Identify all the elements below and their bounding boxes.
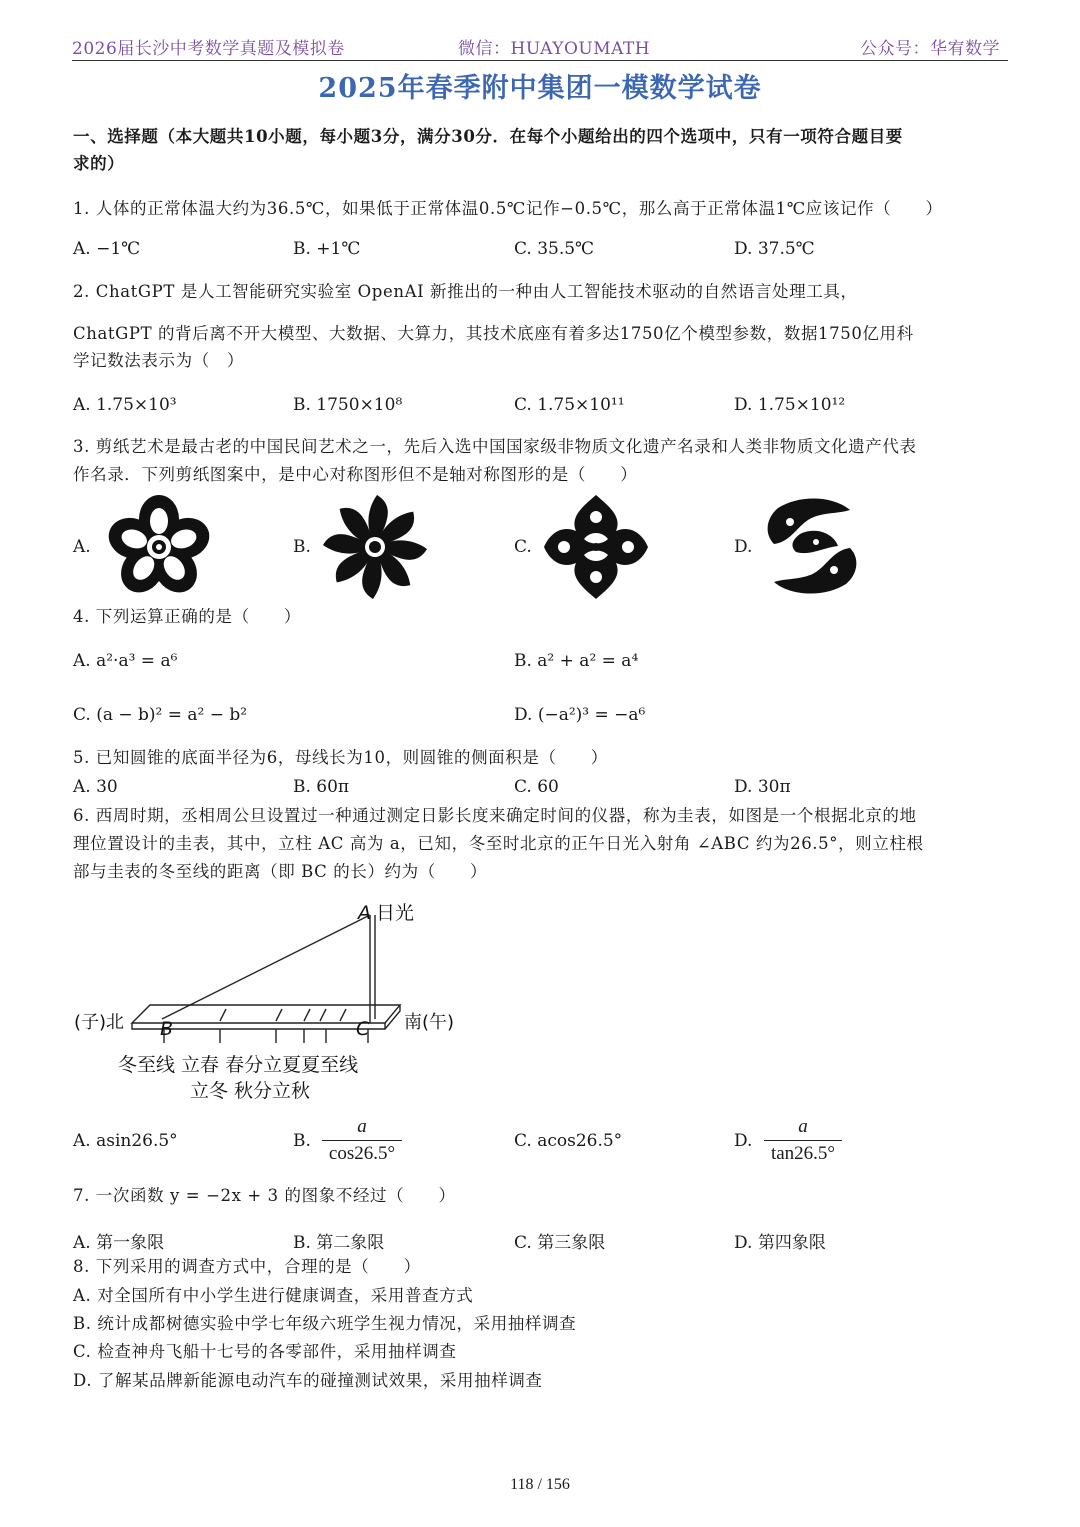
q1-option-a: A. −1℃ bbox=[73, 239, 141, 259]
q1-option-b: B. +1℃ bbox=[293, 239, 361, 259]
q8-stem: 8. 下列采用的调查方式中，合理的是（ ） bbox=[73, 1257, 421, 1276]
label-a: A bbox=[358, 902, 371, 924]
label-b: B bbox=[160, 1018, 174, 1040]
q2-stem-line2: ChatGPT 的背后离不开大模型、大数据、大算力，其技术底座有着多达1750亿个模型参数，数据1750亿用科 bbox=[73, 324, 914, 343]
q3-stem-line1: 3. 剪纸艺术是最古老的中国民间艺术之一，先后入选中国国家级非物质文化遗产名录和人类非物质文化遗产代表 bbox=[73, 437, 917, 456]
q6-option-b-num: a bbox=[357, 1116, 367, 1137]
q7-stem: 7. 一次函数 y = −2x + 3 的图象不经过（ ） bbox=[73, 1186, 456, 1205]
section-heading-cont: 求的） bbox=[73, 154, 125, 173]
q6-option-d-fraction bbox=[764, 1116, 842, 1165]
q7-option-b: B. 第二象限 bbox=[293, 1233, 385, 1253]
q3-label-a: A. bbox=[73, 537, 91, 557]
flower-papercut-icon bbox=[103, 495, 215, 599]
q3-label-b: B. bbox=[293, 537, 311, 557]
q4-option-b: B. a² + a² = a⁴ bbox=[514, 651, 639, 671]
gnomon-diagram bbox=[70, 895, 470, 1110]
q1-option-d: D. 37.5℃ bbox=[734, 239, 815, 259]
q2-option-c: C. 1.75×10¹¹ bbox=[514, 395, 625, 415]
q6-option-b-fraction bbox=[322, 1116, 402, 1165]
q7-option-c: C. 第三象限 bbox=[514, 1233, 606, 1253]
q3-stem-line2: 作名录．下列剪纸图案中，是中心对称图形但不是轴对称图形的是（ ） bbox=[73, 465, 638, 484]
fish-papercut-icon bbox=[760, 490, 864, 602]
q6-stem-line3: 部与圭表的冬至线的距离（即 BC 的长）约为（ ） bbox=[73, 862, 488, 881]
page-header bbox=[72, 30, 1008, 61]
exam-title: 2025年春季附中集团一模数学试卷 bbox=[318, 73, 762, 104]
q6-option-b-label: B. bbox=[293, 1131, 311, 1151]
solar-terms-row2: 立冬 秋分立秋 bbox=[190, 1080, 311, 1102]
label-south: 南(午) bbox=[404, 1012, 455, 1033]
q2-option-d: D. 1.75×10¹² bbox=[734, 395, 846, 415]
q7-option-a: A. 第一象限 bbox=[73, 1233, 165, 1253]
q8-option-b: B. 统计成都树德实验中学七年级六班学生视力情况，采用抽样调查 bbox=[73, 1314, 577, 1333]
ornament-papercut-icon bbox=[540, 494, 652, 600]
q8-option-a: A. 对全国所有中小学生进行健康调查，采用普查方式 bbox=[73, 1286, 474, 1305]
q4-option-d: D. (−a²)³ = −a⁶ bbox=[514, 705, 646, 725]
q6-option-d-num: a bbox=[798, 1116, 808, 1137]
q5-option-b: B. 60π bbox=[293, 777, 350, 797]
label-c: C bbox=[356, 1018, 370, 1040]
q3-label-d: D. bbox=[734, 537, 753, 557]
header-account: 公众号：华宥数学 bbox=[860, 39, 1000, 59]
q4-option-a: A. a²·a³ = a⁶ bbox=[73, 651, 178, 671]
q5-option-d: D. 30π bbox=[734, 777, 791, 797]
q5-stem: 5. 已知圆锥的底面半径为6，母线长为10，则圆锥的侧面积是（ ） bbox=[73, 748, 608, 767]
q1-option-c: C. 35.5℃ bbox=[514, 239, 595, 259]
q6-option-d-den: tan26.5° bbox=[770, 1143, 836, 1164]
q5-option-c: C. 60 bbox=[514, 777, 559, 797]
header-left: 2026届长沙中考数学真题及模拟卷 bbox=[72, 39, 345, 59]
q3-label-c: C. bbox=[514, 537, 532, 557]
fraction-bar bbox=[322, 1140, 402, 1141]
q8-option-c: C. 检查神舟飞船十七号的各零部件，采用抽样调查 bbox=[73, 1342, 457, 1361]
q6-option-d-label: D. bbox=[734, 1131, 753, 1151]
q2-stem-line1: 2. ChatGPT 是人工智能研究实验室 OpenAI 新推出的一种由人工智能技术驱动的自然语言处理工具， bbox=[73, 282, 858, 301]
label-sunlight: 日光 bbox=[376, 902, 415, 924]
q6-stem-line1: 6. 西周时期，丞相周公旦设置过一种通过测定日影长度来确定时间的仪器，称为圭表，如图是一个根据北京的地 bbox=[73, 806, 917, 825]
solar-terms-row1: 冬至线 立春 春分立夏夏至线 bbox=[118, 1054, 359, 1076]
q6-option-b-den: cos26.5° bbox=[328, 1143, 396, 1164]
q2-option-b: B. 1750×10⁸ bbox=[293, 395, 403, 415]
q6-stem-line2: 理位置设计的圭表，其中，立柱 AC 高为 a，已知，冬至时北京的正午日光入射角 ∠ABC 约为26.5°，则立柱根 bbox=[73, 834, 924, 853]
q2-option-a: A. 1.75×10³ bbox=[73, 395, 177, 415]
page-number: 118 / 156 bbox=[510, 1476, 570, 1493]
label-north: (子)北 bbox=[74, 1012, 125, 1033]
q8-option-d: D. 了解某品牌新能源电动汽车的碰撞测试效果，采用抽样调查 bbox=[73, 1371, 543, 1390]
q6-option-c: C. acos26.5° bbox=[514, 1131, 623, 1151]
q4-stem: 4. 下列运算正确的是（ ） bbox=[73, 607, 301, 626]
header-wechat: 微信：HUAYOUMATH bbox=[458, 39, 651, 59]
fraction-bar bbox=[764, 1140, 842, 1141]
q6-option-a: A. asin26.5° bbox=[73, 1131, 178, 1151]
q7-option-d: D. 第四象限 bbox=[734, 1233, 826, 1253]
q2-stem-line3: 学记数法表示为（ ） bbox=[73, 351, 244, 370]
q1-stem: 1. 人体的正常体温大约为36.5℃，如果低于正常体温0.5℃记作−0.5℃，那么高于正常体温1℃应该记作（ ） bbox=[73, 199, 943, 218]
q4-option-c: C. (a − b)² = a² − b² bbox=[73, 705, 248, 725]
q5-option-a: A. 30 bbox=[73, 777, 118, 797]
section-heading: 一、选择题（本大题共10小题，每小题3分，满分30分．在每个小题给出的四个选项中，只有一项符合题目要 bbox=[73, 127, 903, 146]
pinwheel-papercut-icon bbox=[320, 494, 430, 600]
